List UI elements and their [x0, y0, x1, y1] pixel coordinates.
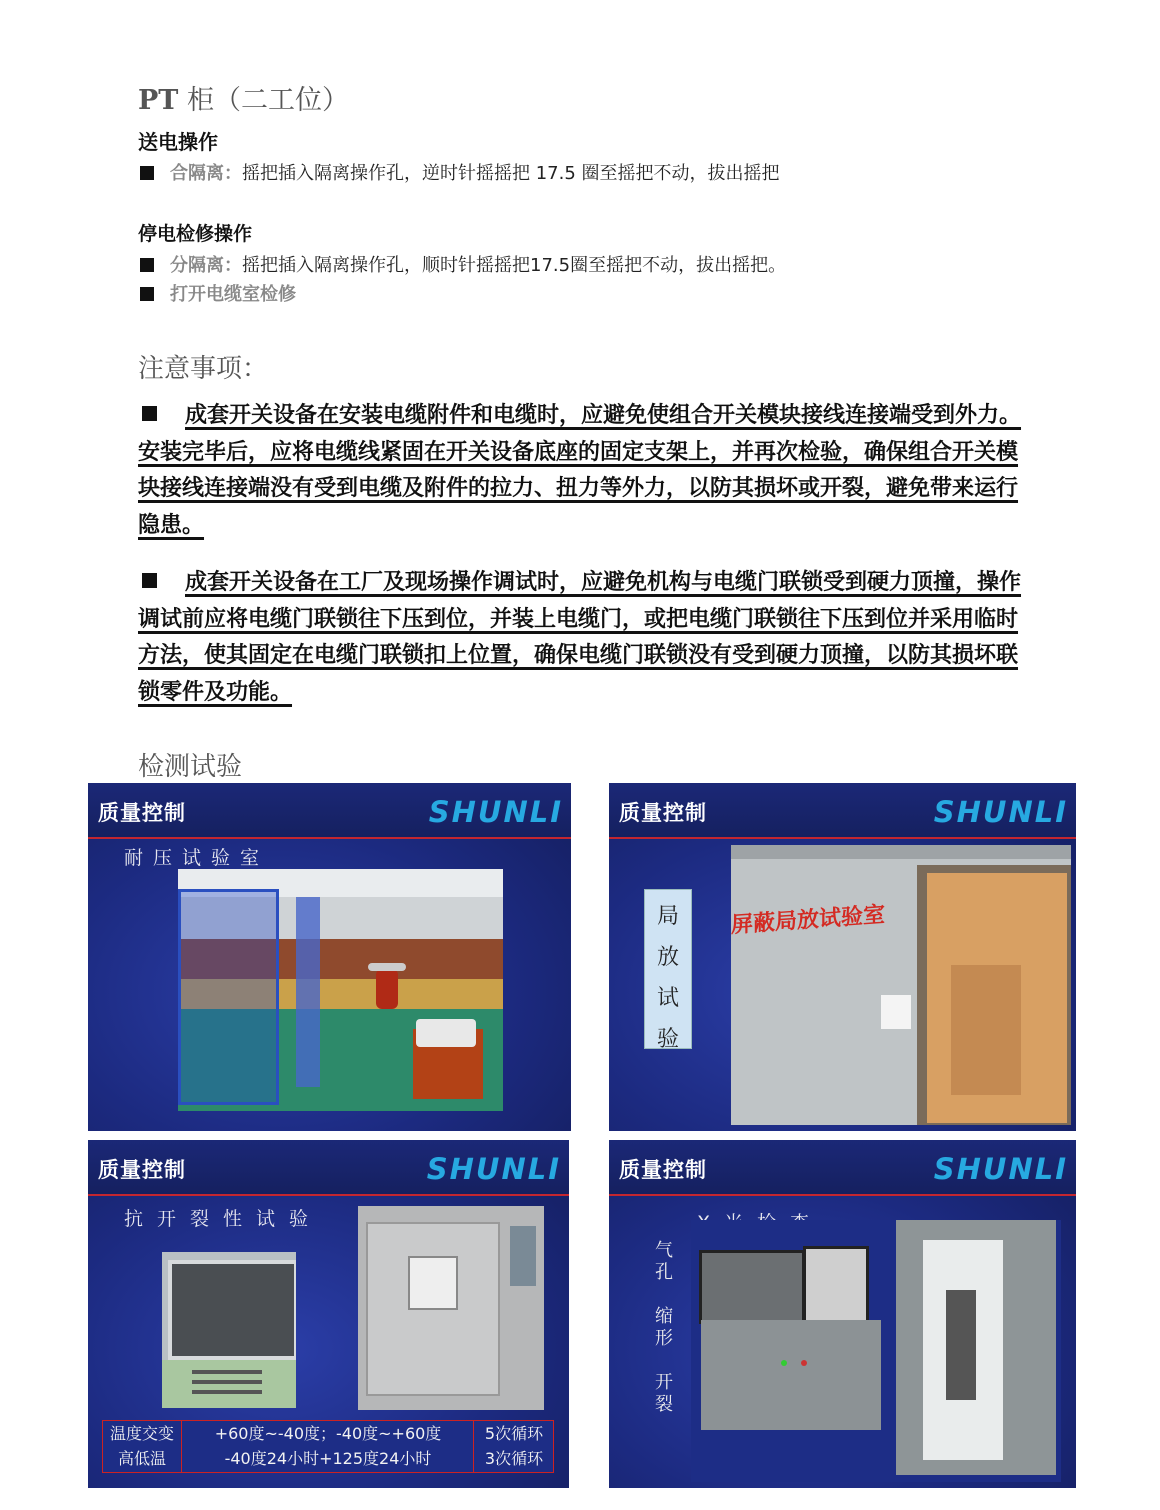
table-row: 温度交变 +60度~-40度；-40度~+60度 5次循环 — [102, 1420, 554, 1448]
bullet-square-icon — [142, 406, 157, 421]
notes-paragraph-1: 成套开关设备在安装电缆附件和电缆时，应避免使组合开关模块接线连接端受到外力。安装完毕后，应将电缆线紧固在开关设备底座的固定支架上，并再次检验，确保组合开关模块接线连接端没有受到电缆及附件的拉力、扭力等外力，以防其损坏或开裂，避免带来运行隐患。 — [138, 403, 1022, 538]
bullet-square-icon — [140, 258, 154, 272]
bullet-square-icon — [140, 287, 154, 301]
page-title: PT 柜（二工位） — [138, 85, 349, 116]
maintenance-item-2: 打开电缆室检修 — [140, 280, 296, 306]
slide-caption: 耐压试验室 — [124, 847, 270, 869]
bullet-square-icon — [142, 573, 157, 588]
chamber-small-photo — [162, 1252, 296, 1408]
shunli-logo: SHUNLI — [933, 1152, 1068, 1186]
slide-partial-discharge-lab — [609, 783, 1076, 1131]
slide-withstand-voltage-lab — [88, 783, 571, 1131]
slide-crack-resistance — [88, 1140, 569, 1488]
room-sign: 屏蔽局放试验室 — [731, 902, 886, 939]
power-on-item: 合隔离：摇把插入隔离操作孔，逆时针摇摇把 17.5 圈至摇把不动，拔出摇把 — [140, 159, 780, 185]
maintenance-item-1: 分隔离：摇把插入隔离操作孔，顺时针摇摇把17.5圈至摇把不动，拔出摇把。 — [140, 251, 786, 277]
notes-heading: 注意事项： — [138, 354, 269, 384]
lab-photo — [178, 869, 503, 1111]
maintenance-heading: 停电检修操作 — [138, 223, 253, 245]
slide-header: 质量控制 — [98, 801, 186, 825]
slide-caption: 抗开裂性试验 — [124, 1208, 323, 1230]
vertical-caption-box: 局 放 试 验 — [644, 889, 692, 1049]
bullet-square-icon — [140, 166, 154, 180]
power-on-heading: 送电操作 — [138, 130, 218, 154]
test-conditions-table — [102, 1420, 552, 1472]
defect-list: 气 孔 缩 形 开 裂 — [655, 1240, 673, 1415]
slide-xray-inspection — [609, 1140, 1076, 1488]
testing-heading: 检测试验 — [138, 752, 243, 782]
notes-paragraph-2: 成套开关设备在工厂及现场操作调试时，应避免机构与电缆门联锁受到硬力顶撞，操作调试前应将电缆门联锁往下压到位，并装上电缆门，或把电缆门联锁往下压到位并采用临时方法，使其固定在电缆门联锁扣上位置，确保电缆门联锁没有受到硬力顶撞，以防其损坏联锁零件及功能。 — [138, 570, 1022, 705]
shield-room-photo — [731, 845, 1071, 1125]
shunli-logo: SHUNLI — [933, 795, 1068, 829]
chamber-large-photo — [358, 1206, 544, 1410]
slide-header: 质量控制 — [619, 1158, 707, 1182]
xray-equipment-photo — [691, 1220, 1061, 1482]
slide-header: 质量控制 — [619, 801, 707, 825]
shunli-logo: SHUNLI — [426, 1152, 561, 1186]
table-row: 高低温 -40度24小时+125度24小时 3次循环 — [102, 1446, 554, 1473]
slide-header: 质量控制 — [98, 1158, 186, 1182]
shunli-logo: SHUNLI — [428, 795, 563, 829]
